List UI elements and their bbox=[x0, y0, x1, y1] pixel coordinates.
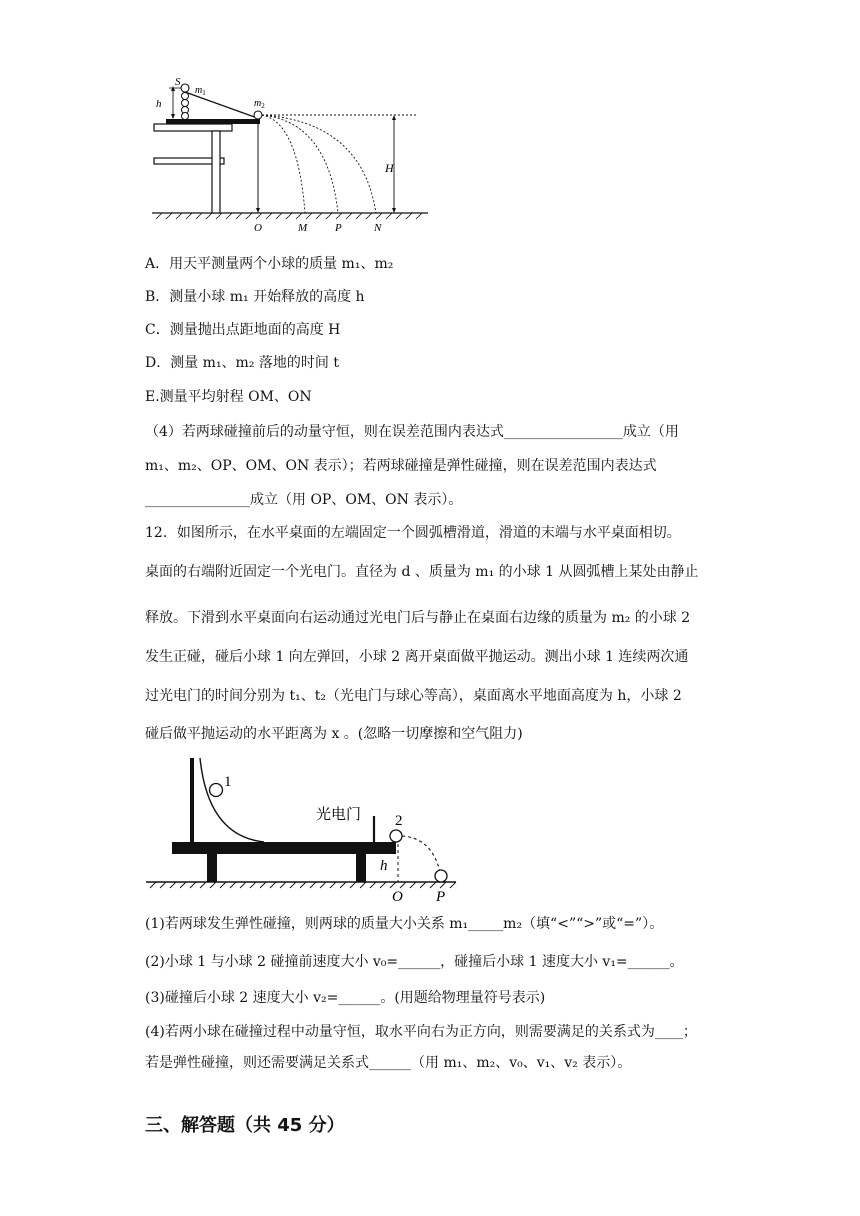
option-d: D．测量 m₁、m₂ 落地的时间 t bbox=[145, 355, 339, 371]
ball-stack bbox=[182, 93, 189, 100]
trajectory-M bbox=[262, 115, 305, 213]
ball-stack bbox=[182, 113, 189, 120]
q12-line-1: 12．如图所示，在水平桌面的左端固定一个圆弧槽滑道，滑道的末端与水平桌面相切。 bbox=[145, 525, 681, 541]
q4-line-2: m₁、m₂、OP、OM、ON 表示）；若两球碰撞是弹性碰撞，则在误差范围内表达式 bbox=[145, 458, 657, 474]
ball-m2 bbox=[254, 111, 262, 119]
label-M: M bbox=[298, 222, 308, 232]
sub-question-1: (1)若两球发生弹性碰撞，则两球的质量大小关系 m₁_____m₂（填“<”“>”或“=”）。 bbox=[145, 916, 664, 932]
label-O: O bbox=[392, 889, 403, 902]
q12-line-5: 过光电门的时间分别为 t₁、t₂（光电门与球心等高），桌面离水平地面高度为 h，小球 2 bbox=[145, 688, 682, 704]
ball-2-landing bbox=[435, 870, 447, 882]
label-photogate: 光电门 bbox=[316, 805, 362, 823]
projectile-trajectory bbox=[402, 836, 440, 872]
label-N: N bbox=[374, 222, 382, 232]
q12-line-3: 释放。下滑到水平桌面向右运动通过光电门后与静止在桌面右边缘的质量为 m₂ 的小球 2 bbox=[145, 610, 691, 626]
q12-line-4: 发生正碰，碰后小球 1 向左弹回，小球 2 离开桌面做平抛运动。测出小球 1 连续两次通 bbox=[145, 649, 689, 665]
photogate-collision-figure bbox=[140, 752, 470, 902]
ramp-slope bbox=[185, 92, 260, 119]
H-arrow-head bbox=[392, 208, 396, 213]
table-top bbox=[172, 842, 396, 854]
q4-line-3: _______________成立（用 OP、OM、ON 表示）。 bbox=[145, 492, 463, 508]
label-O: O bbox=[254, 222, 262, 232]
label-ball-1: 1 bbox=[224, 774, 232, 790]
table-leg-left bbox=[207, 854, 217, 882]
trajectory-N bbox=[262, 115, 376, 213]
q12-line-2: 桌面的右端附近固定一个光电门。直径为 d 、质量为 m₁ 的小球 1 从圆弧槽上某处由静止 bbox=[145, 564, 699, 580]
arc-slide bbox=[200, 758, 264, 842]
table-top bbox=[154, 124, 232, 131]
sub-question-3: (3)碰撞后小球 2 速度大小 v₂=______。(用题给物理量符号表示) bbox=[145, 990, 546, 1006]
label-P: P bbox=[436, 889, 446, 902]
ramp-track bbox=[166, 119, 260, 124]
trajectory-P bbox=[262, 115, 338, 213]
label-P: P bbox=[335, 222, 342, 232]
sub-question-4: (4)若两小球在碰撞过程中动量守恒，取水平向右为正方向，则需要满足的关系式为____； bbox=[145, 1024, 697, 1040]
h-arrow-head bbox=[171, 114, 175, 119]
ball-stack bbox=[182, 100, 189, 107]
ground-hatch bbox=[150, 882, 456, 888]
label-m2: $m_2$ bbox=[254, 98, 265, 110]
ball-m1-top bbox=[181, 84, 189, 92]
q12-line-6: 碰后做平抛运动的水平距离为 x 。(忽略一切摩擦和空气阻力) bbox=[145, 726, 523, 742]
drop-arrow-head bbox=[256, 208, 260, 213]
section-heading: 三、解答题（共 45 分） bbox=[145, 1115, 345, 1136]
label-ball-2: 2 bbox=[395, 813, 403, 829]
table-leg-right bbox=[356, 854, 366, 882]
option-b: B．测量小球 m₁ 开始释放的高度 h bbox=[145, 289, 365, 305]
ground-hatch bbox=[156, 213, 422, 219]
q4-line-1: （4）若两球碰撞前后的动量守恒，则在误差范围内表达式_________________成立（用 bbox=[145, 424, 679, 440]
table-leg bbox=[212, 131, 220, 213]
ball-2 bbox=[390, 830, 402, 842]
label-H: H bbox=[385, 161, 394, 175]
collision-apparatus-figure bbox=[140, 72, 440, 232]
ball-1 bbox=[210, 784, 223, 797]
label-m1: $m_1$ bbox=[195, 85, 206, 97]
label-h: h bbox=[156, 98, 162, 110]
H-arrow-head bbox=[392, 115, 396, 120]
sub-question-4b: 若是弹性碰撞，则还需要满足关系式______（用 m₁、m₂、v₀、v₁、v₂ 表示）。 bbox=[145, 1055, 632, 1071]
option-a: A．用天平测量两个小球的质量 m₁、m₂ bbox=[145, 256, 394, 272]
option-e: E.测量平均射程 OM、ON bbox=[145, 389, 312, 405]
sub-question-2: (2)小球 1 与小球 2 碰撞前速度大小 v₀=______，碰撞后小球 1 速度大小 v₁=______。 bbox=[145, 954, 684, 970]
option-c: C．测量抛出点距地面的高度 H bbox=[145, 322, 341, 338]
label-S: S bbox=[175, 76, 181, 88]
label-h: h bbox=[380, 858, 388, 874]
